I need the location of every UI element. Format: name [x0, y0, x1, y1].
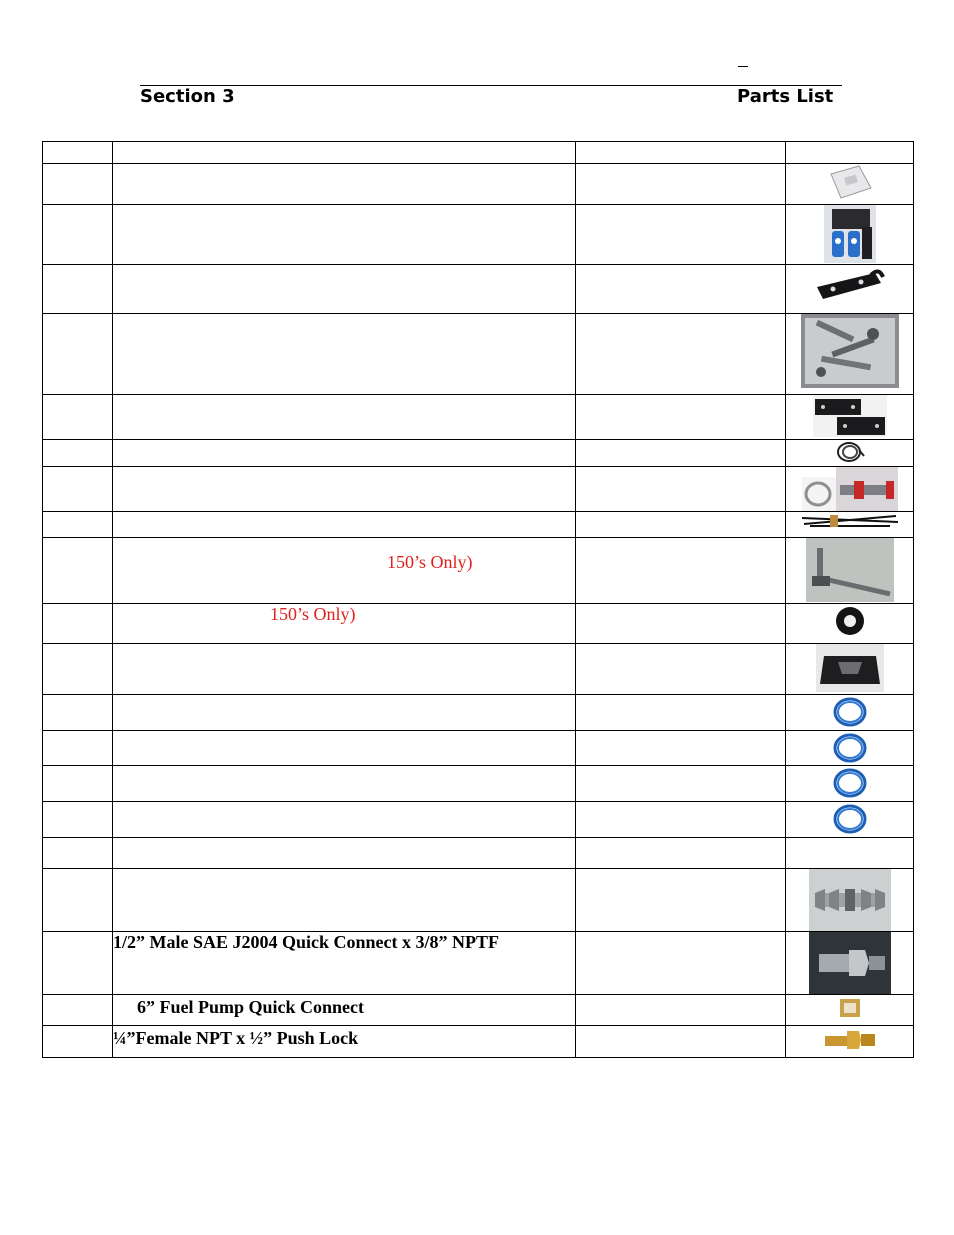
table-header-row	[43, 142, 914, 164]
table-cell-quantity	[576, 604, 786, 644]
table-cell-quantity	[576, 440, 786, 467]
table-cell-image	[786, 314, 914, 395]
table-cell-quantity	[576, 695, 786, 731]
table-cell-quantity	[576, 142, 786, 164]
table-cell-image	[786, 205, 914, 265]
table-row	[43, 512, 914, 538]
zip-ties-icon	[800, 512, 900, 530]
table-cell-quantity	[576, 265, 786, 314]
table-cell-description	[113, 802, 576, 838]
table-cell-number	[43, 142, 113, 164]
blue-hose-coil-icon	[830, 766, 870, 800]
mounting-plates-icon	[813, 395, 887, 437]
wiring-coil-icon	[835, 440, 865, 464]
table-cell-image	[786, 695, 914, 731]
table-cell-quantity	[576, 869, 786, 932]
table-cell-description	[113, 766, 576, 802]
table-cell-description	[113, 838, 576, 869]
table-row	[43, 644, 914, 695]
table-cell-image	[786, 766, 914, 802]
table-cell-image	[786, 869, 914, 932]
table-cell-description	[113, 512, 576, 538]
table-cell-number	[43, 644, 113, 695]
table-cell-quantity	[576, 766, 786, 802]
table-row	[43, 995, 914, 1026]
suction-tube-icon	[806, 538, 894, 602]
table-cell-image	[786, 995, 914, 1026]
table-row	[43, 205, 914, 265]
push-lock-fitting-icon	[823, 1026, 877, 1054]
table-cell-number	[43, 731, 113, 766]
table-row	[43, 538, 914, 604]
table-cell-quantity	[576, 205, 786, 265]
table-cell-image	[786, 932, 914, 995]
table-cell-image	[786, 440, 914, 467]
clamp-and-fitting-icon	[802, 467, 898, 511]
header-dash-mark	[738, 66, 748, 67]
table-row	[43, 838, 914, 869]
table-row	[43, 604, 914, 644]
table-cell-number	[43, 838, 113, 869]
hardware-bag-icon	[801, 314, 899, 388]
table-cell-number	[43, 766, 113, 802]
table-cell-quantity	[576, 644, 786, 695]
table-cell-number	[43, 932, 113, 995]
table-cell-quantity	[576, 538, 786, 604]
table-cell-number	[43, 538, 113, 604]
description-red-note: 150’s Only)	[387, 552, 473, 572]
page-title: Parts List	[737, 86, 834, 107]
table-cell-image	[786, 604, 914, 644]
grommet-icon	[834, 604, 866, 638]
table-cell-quantity	[576, 995, 786, 1026]
section-label: Section 3	[140, 86, 235, 107]
table-cell-number	[43, 467, 113, 512]
table-cell-image	[786, 164, 914, 205]
blue-hose-coil-icon	[830, 802, 870, 836]
table-row	[43, 467, 914, 512]
table-cell-number	[43, 265, 113, 314]
table-cell-number	[43, 995, 113, 1026]
table-cell-image	[786, 838, 914, 869]
table-row	[43, 314, 914, 395]
table-cell-image	[786, 467, 914, 512]
table-cell-quantity	[576, 164, 786, 205]
table-cell-number	[43, 802, 113, 838]
table-row	[43, 1026, 914, 1058]
table-cell-quantity	[576, 512, 786, 538]
table-cell-quantity	[576, 838, 786, 869]
table-row	[43, 869, 914, 932]
blue-hose-coil-icon	[830, 695, 870, 729]
table-cell-description	[113, 731, 576, 766]
table-cell-number	[43, 205, 113, 265]
table-cell-quantity	[576, 802, 786, 838]
fuel-pump-assembly-icon	[824, 205, 876, 263]
table-cell-number	[43, 440, 113, 467]
table-row	[43, 695, 914, 731]
description-text: 6” Fuel Pump Quick Connect	[137, 997, 365, 1017]
table-cell-number	[43, 695, 113, 731]
table-cell-image	[786, 731, 914, 766]
table-cell-description	[113, 604, 576, 644]
table-cell-quantity	[576, 395, 786, 440]
quick-connect-fitting-icon	[809, 932, 891, 994]
table-cell-description	[113, 142, 576, 164]
brass-adapter-icon	[836, 995, 864, 1021]
table-cell-description	[113, 695, 576, 731]
table-cell-image	[786, 538, 914, 604]
table-cell-description	[113, 205, 576, 265]
rubber-block-icon	[816, 644, 884, 692]
table-cell-image	[786, 644, 914, 695]
table-cell-description	[113, 869, 576, 932]
mounting-bracket-icon	[815, 265, 885, 305]
table-cell-description	[113, 644, 576, 695]
table-cell-description	[113, 164, 576, 205]
table-cell-number	[43, 164, 113, 205]
table-row	[43, 766, 914, 802]
table-row	[43, 440, 914, 467]
table-cell-number	[43, 395, 113, 440]
description-red-note: 150’s Only)	[270, 604, 356, 624]
table-cell-quantity	[576, 314, 786, 395]
blue-hose-coil-icon	[830, 731, 870, 765]
table-cell-image	[786, 1026, 914, 1058]
table-cell-quantity	[576, 1026, 786, 1058]
table-cell-description: 1/2” Male SAE J2004 Quick Connect x 3/8” NPTF	[113, 932, 576, 995]
table-cell-number	[43, 512, 113, 538]
table-cell-description	[113, 538, 576, 604]
table-row	[43, 731, 914, 766]
table-cell-description	[113, 395, 576, 440]
table-cell-image	[786, 802, 914, 838]
table-cell-quantity	[576, 932, 786, 995]
table-row	[43, 265, 914, 314]
table-cell-description: ¼”Female NPT x ½” Push Lock	[113, 1026, 576, 1058]
table-cell-image	[786, 395, 914, 440]
table-cell-number	[43, 604, 113, 644]
table-cell-description	[113, 265, 576, 314]
table-cell-image	[786, 512, 914, 538]
table-cell-quantity	[576, 731, 786, 766]
table-cell-description	[113, 314, 576, 395]
table-cell-number	[43, 869, 113, 932]
hose-barb-union-icon	[809, 869, 891, 931]
table-cell-quantity	[576, 467, 786, 512]
table-cell-description	[113, 440, 576, 467]
parts-table	[42, 141, 914, 1058]
table-row	[43, 932, 914, 995]
table-row	[43, 164, 914, 205]
instruction-packet-icon	[825, 164, 875, 200]
table-cell-number	[43, 314, 113, 395]
table-cell-image	[786, 142, 914, 164]
table-cell-description	[113, 467, 576, 512]
table-row	[43, 395, 914, 440]
table-cell-number	[43, 1026, 113, 1058]
table-cell-image	[786, 265, 914, 314]
table-row	[43, 802, 914, 838]
table-cell-description	[113, 995, 576, 1026]
